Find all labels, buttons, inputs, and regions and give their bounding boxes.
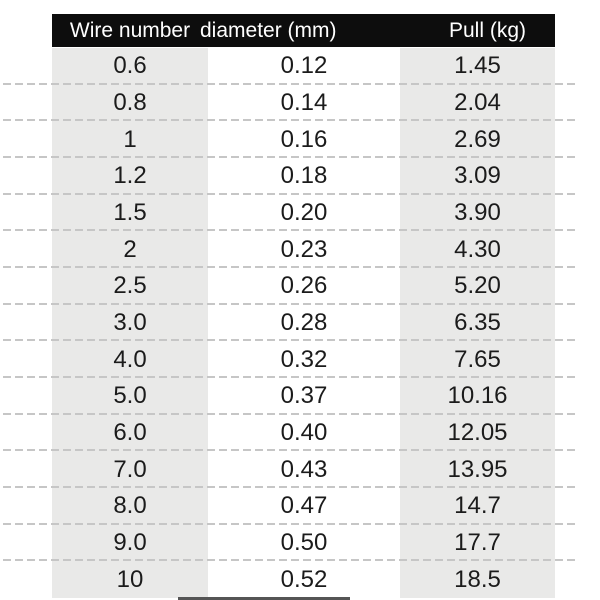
pull-cell: 12.05 bbox=[400, 415, 555, 452]
table-row bbox=[0, 305, 600, 342]
table-row bbox=[0, 268, 600, 305]
diameter-cell: 0.50 bbox=[208, 525, 400, 562]
table-row bbox=[0, 158, 600, 195]
pull-cell: 6.35 bbox=[400, 305, 555, 342]
table-row bbox=[0, 48, 600, 85]
pull-cell: 18.5 bbox=[400, 561, 555, 598]
pull-cell: 4.30 bbox=[400, 231, 555, 268]
wire-number-cell: 4.0 bbox=[52, 341, 208, 378]
pull-cell: 1.45 bbox=[400, 48, 555, 85]
pull-cell: 2.69 bbox=[400, 121, 555, 158]
pull-cell: 14.7 bbox=[400, 488, 555, 525]
diameter-cell: 0.26 bbox=[208, 268, 400, 305]
wire-number-cell: 2.5 bbox=[52, 268, 208, 305]
table-row bbox=[0, 231, 600, 268]
wire-number-cell: 8.0 bbox=[52, 488, 208, 525]
wire-number-cell: 0.8 bbox=[52, 85, 208, 122]
diameter-cell: 0.40 bbox=[208, 415, 400, 452]
table-row bbox=[0, 525, 600, 562]
diameter-cell: 0.37 bbox=[208, 378, 400, 415]
wire-number-cell: 7.0 bbox=[52, 451, 208, 488]
diameter-cell: 0.18 bbox=[208, 158, 400, 195]
diameter-cell: 0.47 bbox=[208, 488, 400, 525]
table-row bbox=[0, 195, 600, 232]
wire-number-cell: 3.0 bbox=[52, 305, 208, 342]
table-row bbox=[0, 488, 600, 525]
wire-number-cell: 9.0 bbox=[52, 525, 208, 562]
diameter-cell: 0.52 bbox=[208, 561, 400, 598]
table-row bbox=[0, 121, 600, 158]
wire-number-cell: 0.6 bbox=[52, 48, 208, 85]
pull-cell: 7.65 bbox=[400, 341, 555, 378]
table-row bbox=[0, 378, 600, 415]
table-row bbox=[0, 451, 600, 488]
wire-number-cell: 2 bbox=[52, 231, 208, 268]
diameter-cell: 0.28 bbox=[208, 305, 400, 342]
wire-number-cell: 6.0 bbox=[52, 415, 208, 452]
wire-number-cell: 1.5 bbox=[52, 195, 208, 232]
diameter-cell: 0.32 bbox=[208, 341, 400, 378]
pull-cell: 3.09 bbox=[400, 158, 555, 195]
pull-cell: 17.7 bbox=[400, 525, 555, 562]
wire-number-cell: 1 bbox=[52, 121, 208, 158]
header-cell-wire-number: Wire number bbox=[69, 19, 191, 42]
pull-cell: 10.16 bbox=[400, 378, 555, 415]
wire-number-cell: 5.0 bbox=[52, 378, 208, 415]
pull-cell: 2.04 bbox=[400, 85, 555, 122]
pull-cell: 3.90 bbox=[400, 195, 555, 232]
table-row bbox=[0, 341, 600, 378]
header-cell-pull: Pull (kg) bbox=[448, 19, 527, 42]
pull-cell: 13.95 bbox=[400, 451, 555, 488]
table-row bbox=[0, 85, 600, 122]
diameter-cell: 0.12 bbox=[208, 48, 400, 85]
wire-number-cell: 1.2 bbox=[52, 158, 208, 195]
pull-cell: 5.20 bbox=[400, 268, 555, 305]
wire-number-cell: 10 bbox=[52, 561, 208, 598]
table-row bbox=[0, 415, 600, 452]
table-header bbox=[52, 14, 555, 47]
diameter-cell: 0.23 bbox=[208, 231, 400, 268]
diameter-cell: 0.14 bbox=[208, 85, 400, 122]
header-cell-diameter: diameter (mm) bbox=[200, 19, 337, 42]
diameter-cell: 0.16 bbox=[208, 121, 400, 158]
diameter-cell: 0.20 bbox=[208, 195, 400, 232]
table-row bbox=[0, 561, 600, 598]
diameter-cell: 0.43 bbox=[208, 451, 400, 488]
table-body bbox=[0, 48, 600, 598]
